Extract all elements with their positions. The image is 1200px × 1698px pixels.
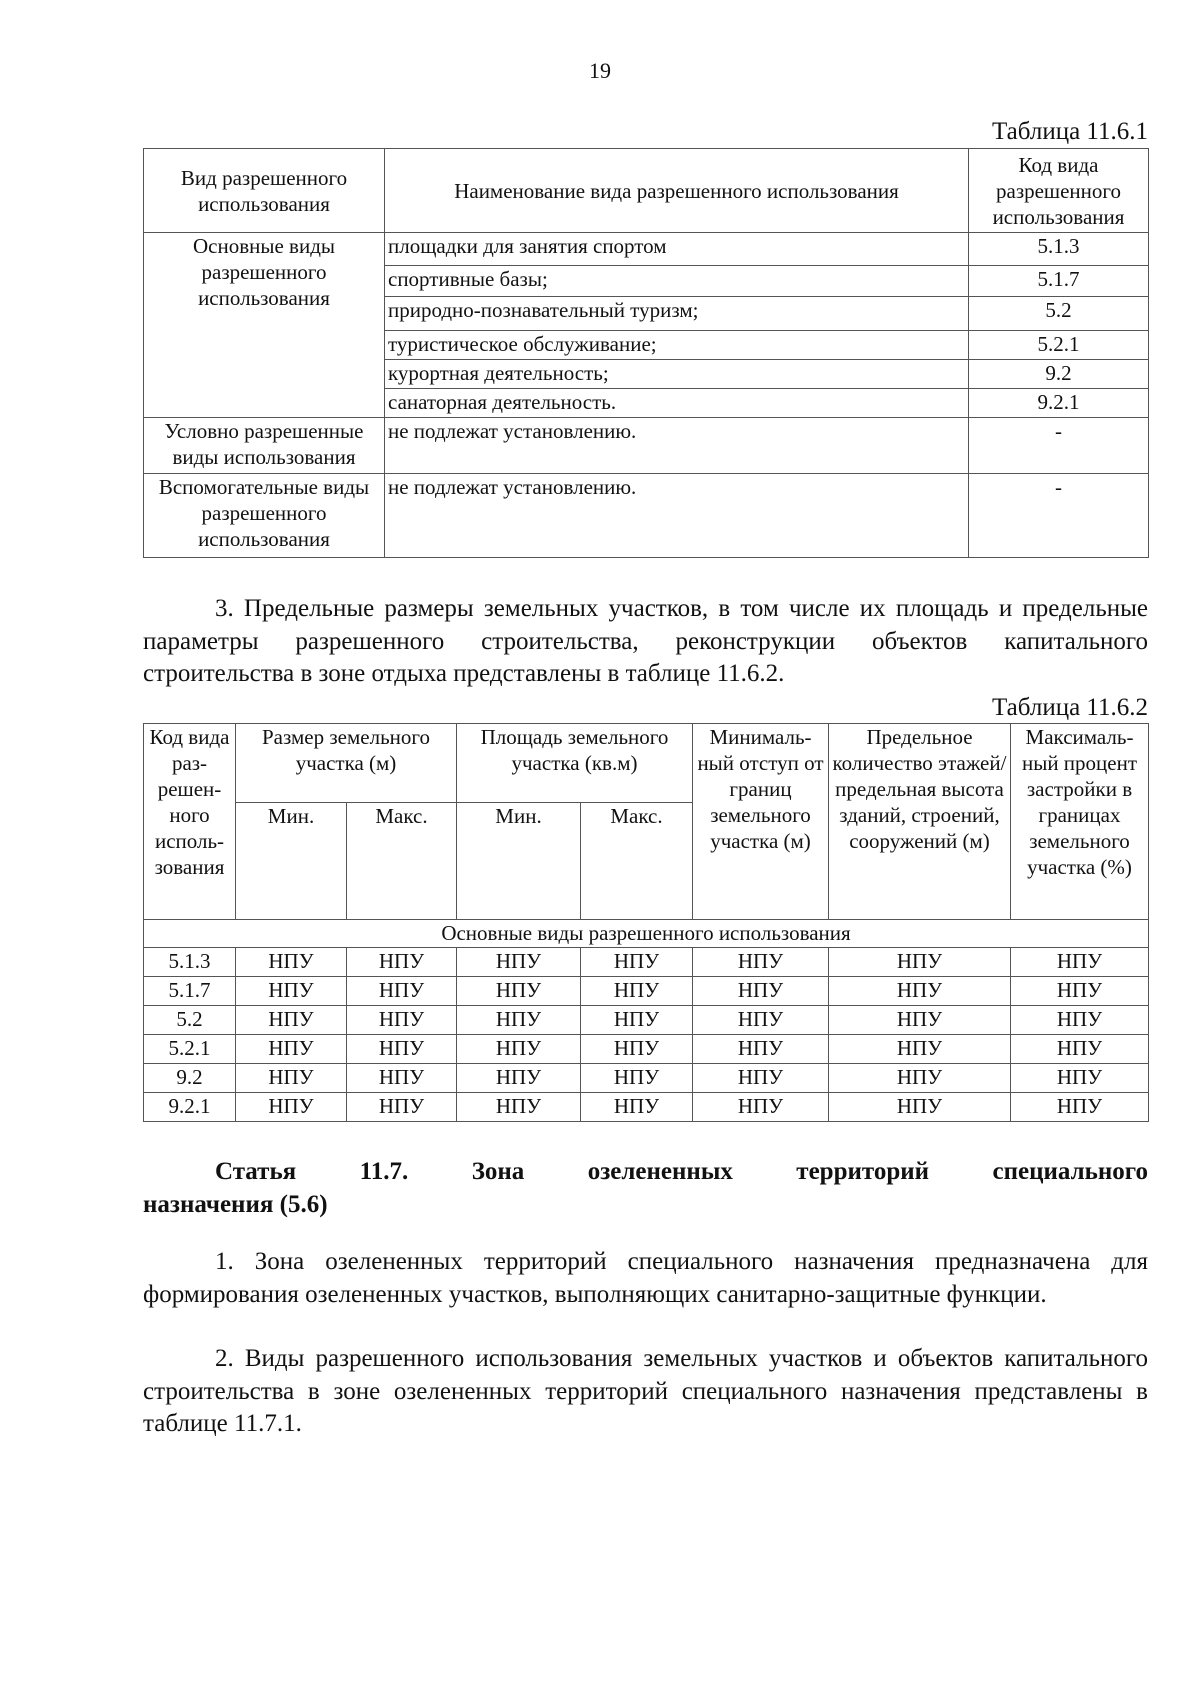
article-title-line2: назначения (5.6): [143, 1191, 328, 1218]
table2-cell: НПУ: [457, 977, 581, 1006]
table2-cell: НПУ: [457, 1006, 581, 1035]
article-title-line1: Статья 11.7. Зона озелененных территорий специального: [215, 1158, 1148, 1185]
table2-cell: НПУ: [581, 948, 693, 977]
table1-row-name: не подлежат установлению.: [385, 418, 969, 474]
table2-cell: НПУ: [829, 1093, 1011, 1122]
table1-row-code: 5.1.7: [969, 266, 1149, 297]
table2-cell: НПУ: [1011, 948, 1149, 977]
table2-cell: НПУ: [693, 1093, 829, 1122]
page-number: 19: [589, 58, 611, 83]
table2-cell: НПУ: [693, 977, 829, 1006]
table2-cell: 5.1.7: [144, 977, 236, 1006]
table1-row-code: 5.1.3: [969, 233, 1149, 266]
table2-cell: НПУ: [581, 1006, 693, 1035]
table2-cell: НПУ: [581, 977, 693, 1006]
table2-caption: Таблица 11.6.2: [992, 694, 1148, 721]
table2-cell: НПУ: [236, 1093, 347, 1122]
table1-row-name: площадки для занятия спортом: [385, 233, 969, 266]
table2-cell: НПУ: [693, 1006, 829, 1035]
table1-header-type: Вид разрешенного использования: [144, 149, 385, 233]
table2-cell: НПУ: [829, 948, 1011, 977]
table1-row-name: санаторная деятельность.: [385, 389, 969, 418]
table2-cell: НПУ: [347, 977, 457, 1006]
table2-cell: НПУ: [347, 1064, 457, 1093]
table2-cell: НПУ: [347, 1006, 457, 1035]
paragraph-article-2: 2. Виды разрешенного использования земельных участков и объектов капитального строительства в зоне озелененных территорий специального назначения представлены в таблице 11.7.1.: [143, 1345, 1148, 1437]
table1-header-code: Код вида разрешенного использования: [969, 149, 1149, 233]
table2-cell: НПУ: [347, 1093, 457, 1122]
table2-cell: 5.2.1: [144, 1035, 236, 1064]
table2-cell: НПУ: [581, 1093, 693, 1122]
table2-cell: НПУ: [236, 1064, 347, 1093]
table1-group-auxiliary: Вспомогательные виды разрешенного использования: [144, 474, 385, 558]
table1-row-code: 5.2.1: [969, 331, 1149, 360]
table2-header-size-max: Макс.: [347, 803, 457, 920]
table2-header-area-max: Макс.: [581, 803, 693, 920]
table2-header-area: Площадь земельного участка (кв.м): [457, 724, 693, 803]
table2-cell: НПУ: [829, 1035, 1011, 1064]
table1-header-name: Наименование вида разрешенного использования: [385, 149, 969, 233]
paragraph-3: 3. Предельные размеры земельных участков, в том числе их площадь и предельные параметры разрешенного строительства, реконструкции объектов капитального строительства в зоне отдыха представлены в таблице 11.6.2.: [143, 595, 1148, 687]
table2-cell: 5.2: [144, 1006, 236, 1035]
paragraph-article-1: 1. Зона озелененных территорий специального назначения предназначена для формирования озелененных участков, выполняющих санитарно-защитные функции.: [143, 1248, 1148, 1308]
table1-group-conditional: Условно разрешенные виды использования: [144, 418, 385, 474]
table2-cell: НПУ: [236, 1006, 347, 1035]
table2-cell: НПУ: [347, 1035, 457, 1064]
table1-caption: Таблица 11.6.1: [992, 118, 1148, 145]
table2-cell: НПУ: [829, 977, 1011, 1006]
table1-row-name: туристическое обслуживание;: [385, 331, 969, 360]
table1-row-code: 9.2: [969, 360, 1149, 389]
table2-cell: НПУ: [1011, 1035, 1149, 1064]
table1-row-code: -: [969, 418, 1149, 474]
table2-header-size-min: Мин.: [236, 803, 347, 920]
table2-cell: НПУ: [236, 1035, 347, 1064]
table2-cell: НПУ: [457, 1093, 581, 1122]
table2-cell: НПУ: [457, 1035, 581, 1064]
table2-cell: НПУ: [347, 948, 457, 977]
table2-cell: НПУ: [829, 1064, 1011, 1093]
table2-cell: НПУ: [581, 1064, 693, 1093]
table2-cell: НПУ: [457, 1064, 581, 1093]
table2-cell: НПУ: [236, 977, 347, 1006]
table2-cell: 5.1.3: [144, 948, 236, 977]
table1-row-name: спортивные базы;: [385, 266, 969, 297]
table-11-6-2: [143, 723, 1149, 1122]
table2-cell: НПУ: [1011, 977, 1149, 1006]
table2-header-setback: Минималь-ный отступ от границ земельного участка (м): [693, 724, 829, 920]
table1-row-name: курортная деятельность;: [385, 360, 969, 389]
table2-header-floors: Предельное количество этажей/ предельная высота зданий, строений, сооружений (м): [829, 724, 1011, 920]
table1-row-code: -: [969, 474, 1149, 558]
table2-header-coverage: Максималь-ный процент застройки в границах земельного участка (%): [1011, 724, 1149, 920]
table2-cell: НПУ: [693, 1064, 829, 1093]
table1-group-main: Основные виды разрешенного использования: [144, 233, 385, 418]
table2-header-area-min: Мин.: [457, 803, 581, 920]
table2-cell: 9.2.1: [144, 1093, 236, 1122]
table2-cell: НПУ: [581, 1035, 693, 1064]
table1-row-name: природно-познавательный туризм;: [385, 297, 969, 331]
table1-row-code: 5.2: [969, 297, 1149, 331]
table2-cell: НПУ: [236, 948, 347, 977]
table2-header-size: Размер земельного участка (м): [236, 724, 457, 803]
table2-cell: НПУ: [693, 1035, 829, 1064]
table2-cell: НПУ: [1011, 1006, 1149, 1035]
table2-header-code: Код вида раз-решен-ного исполь-зования: [144, 724, 236, 920]
table1-row-code: 9.2.1: [969, 389, 1149, 418]
table2-cell: 9.2: [144, 1064, 236, 1093]
table2-cell: НПУ: [693, 948, 829, 977]
table2-cell: НПУ: [1011, 1064, 1149, 1093]
table2-cell: НПУ: [829, 1006, 1011, 1035]
table2-cell: НПУ: [1011, 1093, 1149, 1122]
table1-row-name: не подлежат установлению.: [385, 474, 969, 558]
table2-section-label: Основные виды разрешенного использования: [144, 920, 1149, 948]
table2-cell: НПУ: [457, 948, 581, 977]
table-11-6-1: [143, 148, 1149, 558]
